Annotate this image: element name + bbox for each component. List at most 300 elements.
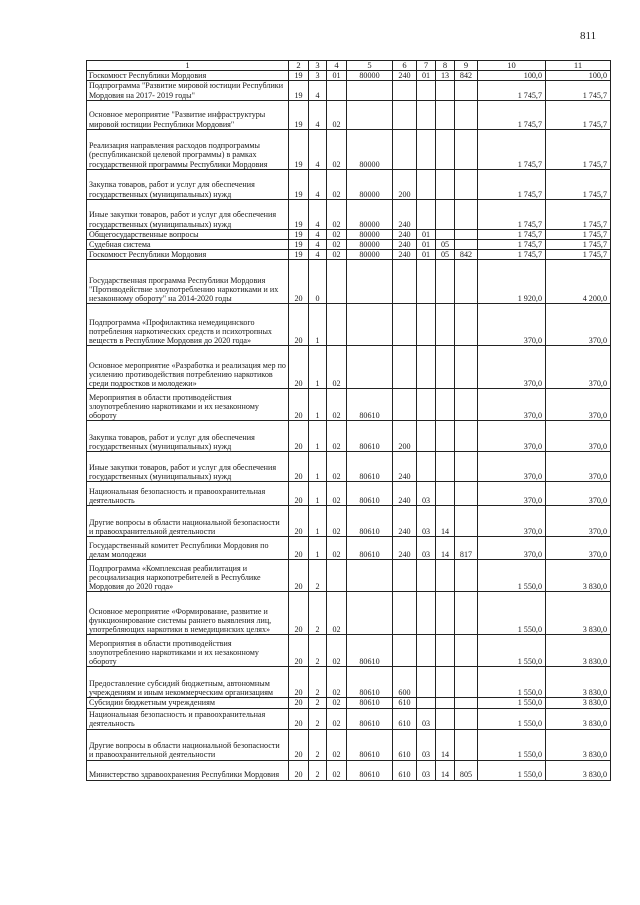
row-col-6-cell: 610 xyxy=(393,760,417,780)
row-col-10-cell: 1 550,0 xyxy=(478,760,546,780)
row-col-10-cell: 370,0 xyxy=(478,506,546,537)
table-row xyxy=(87,260,611,304)
row-col-3-cell: 4 xyxy=(309,129,327,169)
row-col-11-cell: 370,0 xyxy=(546,346,611,389)
row-col-3-cell: 2 xyxy=(309,635,327,667)
row-col-9-cell: 805 xyxy=(455,760,478,780)
row-col-8-cell xyxy=(436,129,455,169)
row-col-11-cell: 3 830,0 xyxy=(546,729,611,760)
row-col-9-cell xyxy=(455,260,478,304)
row-col-6-cell: 240 xyxy=(393,229,417,239)
row-col-10-cell: 1 550,0 xyxy=(478,698,546,708)
row-col-2-cell: 19 xyxy=(289,169,309,199)
row-col-9-cell xyxy=(455,482,478,506)
row-col-5-cell: 80000 xyxy=(347,199,393,229)
budget-table xyxy=(86,60,611,781)
row-col-4-cell: 02 xyxy=(327,240,347,250)
header-cell: 10 xyxy=(478,61,546,71)
table-row xyxy=(87,421,611,452)
row-col-2-cell: 19 xyxy=(289,250,309,260)
row-col-7-cell: 01 xyxy=(417,71,436,81)
row-col-6-cell xyxy=(393,592,417,635)
row-col-4-cell: 02 xyxy=(327,199,347,229)
row-name-cell: Госкомюст Республики Мордовия xyxy=(87,71,289,81)
header-cell: 5 xyxy=(347,61,393,71)
row-col-10-cell: 1 745,7 xyxy=(478,129,546,169)
row-col-9-cell xyxy=(455,100,478,129)
row-col-8-cell xyxy=(436,667,455,698)
row-col-4-cell: 02 xyxy=(327,169,347,199)
row-col-9-cell xyxy=(455,560,478,592)
row-col-5-cell: 80610 xyxy=(347,708,393,729)
row-col-10-cell: 370,0 xyxy=(478,452,546,482)
row-name-cell: Государственная программа Республики Мордовия "Противодействие злоупотреблению наркотиками и их незаконному обороту" на 2014-2020 годы xyxy=(87,260,289,304)
row-col-9-cell xyxy=(455,729,478,760)
row-name-cell: Реализация направления расходов подпрограммы (республиканской целевой программы) в рамках государственной программы Республики Мордовия xyxy=(87,129,289,169)
row-name-cell: Мероприятия в области противодействия злоупотреблению наркотиками и их незаконному обороту xyxy=(87,389,289,421)
row-col-5-cell: 80610 xyxy=(347,506,393,537)
row-col-9-cell xyxy=(455,389,478,421)
row-col-4-cell: 02 xyxy=(327,482,347,506)
row-col-10-cell: 1 550,0 xyxy=(478,592,546,635)
page-number: 811 xyxy=(580,30,597,42)
row-col-5-cell xyxy=(347,592,393,635)
row-col-8-cell xyxy=(436,421,455,452)
header-cell: 6 xyxy=(393,61,417,71)
row-col-2-cell: 20 xyxy=(289,452,309,482)
row-col-4-cell: 02 xyxy=(327,729,347,760)
row-col-8-cell: 05 xyxy=(436,240,455,250)
row-col-11-cell: 1 745,7 xyxy=(546,250,611,260)
header-cell: 2 xyxy=(289,61,309,71)
row-name-cell: Закупка товаров, работ и услуг для обеспечения государственных (муниципальных) нужд xyxy=(87,169,289,199)
row-col-7-cell: 03 xyxy=(417,506,436,537)
row-col-3-cell: 4 xyxy=(309,81,327,100)
row-col-2-cell: 20 xyxy=(289,760,309,780)
row-col-10-cell: 370,0 xyxy=(478,389,546,421)
row-col-6-cell xyxy=(393,346,417,389)
row-col-5-cell: 80610 xyxy=(347,482,393,506)
row-col-2-cell: 19 xyxy=(289,229,309,239)
row-col-3-cell: 4 xyxy=(309,240,327,250)
row-name-cell: Министерство здравоохранения Республики Мордовия xyxy=(87,760,289,780)
row-col-6-cell: 610 xyxy=(393,698,417,708)
row-col-5-cell: 80610 xyxy=(347,389,393,421)
row-name-cell: Судебная система xyxy=(87,240,289,250)
row-col-7-cell xyxy=(417,304,436,346)
row-col-9-cell xyxy=(455,229,478,239)
row-col-7-cell: 03 xyxy=(417,537,436,560)
row-name-cell: Государственный комитет Республики Мордовия по делам молодежи xyxy=(87,537,289,560)
row-col-5-cell xyxy=(347,100,393,129)
row-col-6-cell xyxy=(393,129,417,169)
row-col-3-cell: 3 xyxy=(309,71,327,81)
row-col-9-cell xyxy=(455,708,478,729)
row-name-cell: Подпрограмма «Комплексная реабилитация и ресоциализация наркопотребителей в Республике Мордовия до 2020 года» xyxy=(87,560,289,592)
row-col-6-cell: 240 xyxy=(393,452,417,482)
header-cell: 9 xyxy=(455,61,478,71)
row-col-5-cell xyxy=(347,304,393,346)
row-col-8-cell: 14 xyxy=(436,506,455,537)
row-col-10-cell: 1 745,7 xyxy=(478,199,546,229)
row-name-cell: Национальная безопасность и правоохранительная деятельность xyxy=(87,708,289,729)
row-name-cell: Закупка товаров, работ и услуг для обеспечения государственных (муниципальных) нужд xyxy=(87,421,289,452)
row-col-9-cell xyxy=(455,635,478,667)
row-name-cell: Иные закупки товаров, работ и услуг для обеспечения государственных (муниципальных) нужд xyxy=(87,452,289,482)
row-col-9-cell xyxy=(455,421,478,452)
row-col-3-cell: 2 xyxy=(309,667,327,698)
row-col-5-cell: 80000 xyxy=(347,240,393,250)
row-col-4-cell: 02 xyxy=(327,421,347,452)
row-col-11-cell: 370,0 xyxy=(546,304,611,346)
row-col-9-cell: 842 xyxy=(455,250,478,260)
row-col-10-cell: 100,0 xyxy=(478,71,546,81)
row-col-4-cell xyxy=(327,260,347,304)
row-col-2-cell: 20 xyxy=(289,667,309,698)
row-col-3-cell: 1 xyxy=(309,452,327,482)
row-col-6-cell xyxy=(393,81,417,100)
row-col-9-cell: 842 xyxy=(455,71,478,81)
row-col-3-cell: 2 xyxy=(309,698,327,708)
row-col-5-cell: 80610 xyxy=(347,452,393,482)
row-col-8-cell xyxy=(436,260,455,304)
row-col-4-cell: 02 xyxy=(327,100,347,129)
row-col-5-cell xyxy=(347,260,393,304)
row-name-cell: Основное мероприятие «Формирование, развитие и функционирование системы раннего выявления лиц, употребляющих наркотики в немедицинских целях» xyxy=(87,592,289,635)
header-row xyxy=(87,61,611,71)
row-col-7-cell xyxy=(417,129,436,169)
row-col-9-cell xyxy=(455,506,478,537)
table-row xyxy=(87,250,611,260)
row-col-3-cell: 4 xyxy=(309,169,327,199)
row-col-7-cell xyxy=(417,560,436,592)
row-col-11-cell: 370,0 xyxy=(546,482,611,506)
table-row xyxy=(87,760,611,780)
row-col-5-cell: 80000 xyxy=(347,169,393,199)
row-col-11-cell: 3 830,0 xyxy=(546,760,611,780)
row-col-7-cell: 03 xyxy=(417,708,436,729)
row-col-2-cell: 19 xyxy=(289,199,309,229)
row-col-11-cell: 370,0 xyxy=(546,506,611,537)
row-col-2-cell: 20 xyxy=(289,346,309,389)
row-col-6-cell: 600 xyxy=(393,667,417,698)
row-col-10-cell: 1 550,0 xyxy=(478,708,546,729)
row-col-6-cell: 240 xyxy=(393,482,417,506)
header-cell: 3 xyxy=(309,61,327,71)
table-row xyxy=(87,240,611,250)
row-col-8-cell xyxy=(436,452,455,482)
table-row xyxy=(87,729,611,760)
row-col-3-cell: 2 xyxy=(309,760,327,780)
row-col-4-cell xyxy=(327,560,347,592)
row-col-11-cell: 370,0 xyxy=(546,389,611,421)
row-name-cell: Подпрограмма «Профилактика немедицинского потребления наркотических средств и психотропных веществ в Республике Мордовия до 2020 года» xyxy=(87,304,289,346)
row-col-7-cell xyxy=(417,452,436,482)
table-row xyxy=(87,199,611,229)
row-col-8-cell xyxy=(436,708,455,729)
row-col-6-cell xyxy=(393,304,417,346)
row-col-6-cell xyxy=(393,560,417,592)
row-col-11-cell: 1 745,7 xyxy=(546,240,611,250)
row-col-10-cell: 370,0 xyxy=(478,482,546,506)
table-row xyxy=(87,229,611,239)
row-name-cell: Основное мероприятие "Развитие инфраструктуры мировой юстиции Республики Мордовия" xyxy=(87,100,289,129)
row-col-9-cell xyxy=(455,667,478,698)
row-col-7-cell: 03 xyxy=(417,482,436,506)
row-col-10-cell: 1 550,0 xyxy=(478,560,546,592)
row-col-4-cell: 02 xyxy=(327,346,347,389)
row-col-8-cell xyxy=(436,100,455,129)
row-col-5-cell: 80000 xyxy=(347,71,393,81)
row-col-7-cell xyxy=(417,100,436,129)
row-col-10-cell: 1 550,0 xyxy=(478,635,546,667)
table-row xyxy=(87,389,611,421)
row-col-8-cell xyxy=(436,592,455,635)
row-col-11-cell: 3 830,0 xyxy=(546,592,611,635)
row-col-9-cell xyxy=(455,452,478,482)
row-name-cell: Мероприятия в области противодействия злоупотреблению наркотиками и их незаконному обороту xyxy=(87,635,289,667)
row-col-2-cell: 19 xyxy=(289,100,309,129)
table-row xyxy=(87,129,611,169)
row-col-9-cell xyxy=(455,240,478,250)
row-col-6-cell: 240 xyxy=(393,537,417,560)
table-row xyxy=(87,537,611,560)
row-col-8-cell xyxy=(436,482,455,506)
row-col-4-cell: 02 xyxy=(327,592,347,635)
row-col-10-cell: 370,0 xyxy=(478,421,546,452)
row-col-3-cell: 1 xyxy=(309,506,327,537)
row-col-6-cell: 240 xyxy=(393,71,417,81)
row-col-3-cell: 4 xyxy=(309,229,327,239)
row-col-3-cell: 1 xyxy=(309,346,327,389)
row-col-8-cell xyxy=(436,560,455,592)
row-col-2-cell: 20 xyxy=(289,729,309,760)
row-col-11-cell: 370,0 xyxy=(546,421,611,452)
row-col-5-cell xyxy=(347,346,393,389)
row-name-cell: Национальная безопасность и правоохранительная деятельность xyxy=(87,482,289,506)
row-col-3-cell: 1 xyxy=(309,421,327,452)
row-col-9-cell xyxy=(455,129,478,169)
row-col-10-cell: 370,0 xyxy=(478,304,546,346)
row-col-3-cell: 1 xyxy=(309,482,327,506)
row-col-2-cell: 20 xyxy=(289,260,309,304)
row-col-8-cell xyxy=(436,199,455,229)
row-col-5-cell: 80610 xyxy=(347,537,393,560)
row-col-4-cell: 02 xyxy=(327,698,347,708)
row-col-7-cell: 01 xyxy=(417,240,436,250)
row-col-8-cell xyxy=(436,635,455,667)
row-col-7-cell xyxy=(417,260,436,304)
row-col-8-cell xyxy=(436,81,455,100)
row-col-11-cell: 3 830,0 xyxy=(546,698,611,708)
row-name-cell: Подпрограмма "Развитие мировой юстиции Республики Мордовия на 2017- 2019 годы" xyxy=(87,81,289,100)
table-row xyxy=(87,346,611,389)
row-col-10-cell: 1 745,7 xyxy=(478,240,546,250)
row-col-5-cell: 80000 xyxy=(347,250,393,260)
row-col-3-cell: 4 xyxy=(309,250,327,260)
row-col-8-cell xyxy=(436,346,455,389)
row-col-3-cell: 4 xyxy=(309,100,327,129)
row-col-11-cell: 3 830,0 xyxy=(546,708,611,729)
row-name-cell: Субсидии бюджетным учреждениям xyxy=(87,698,289,708)
row-col-4-cell: 01 xyxy=(327,71,347,81)
row-col-10-cell: 1 550,0 xyxy=(478,667,546,698)
row-col-8-cell: 14 xyxy=(436,760,455,780)
header-cell: 4 xyxy=(327,61,347,71)
header-cell: 8 xyxy=(436,61,455,71)
row-col-7-cell: 03 xyxy=(417,729,436,760)
row-col-3-cell: 2 xyxy=(309,560,327,592)
row-col-6-cell: 240 xyxy=(393,506,417,537)
row-col-2-cell: 20 xyxy=(289,698,309,708)
row-col-8-cell xyxy=(436,389,455,421)
row-col-11-cell: 1 745,7 xyxy=(546,199,611,229)
row-col-11-cell: 3 830,0 xyxy=(546,560,611,592)
row-name-cell: Другие вопросы в области национальной безопасности и правоохранительной деятельности xyxy=(87,729,289,760)
row-col-7-cell xyxy=(417,81,436,100)
table-row xyxy=(87,81,611,100)
row-col-5-cell: 80000 xyxy=(347,129,393,169)
table-row xyxy=(87,708,611,729)
row-col-6-cell xyxy=(393,260,417,304)
row-col-5-cell: 80610 xyxy=(347,667,393,698)
row-col-4-cell: 02 xyxy=(327,389,347,421)
table-row xyxy=(87,304,611,346)
row-col-9-cell xyxy=(455,698,478,708)
row-col-3-cell: 2 xyxy=(309,708,327,729)
row-col-3-cell: 1 xyxy=(309,389,327,421)
row-col-2-cell: 20 xyxy=(289,560,309,592)
row-col-2-cell: 19 xyxy=(289,240,309,250)
row-col-3-cell: 1 xyxy=(309,304,327,346)
row-col-8-cell: 13 xyxy=(436,71,455,81)
table-row xyxy=(87,452,611,482)
table-row xyxy=(87,482,611,506)
row-col-10-cell: 1 745,7 xyxy=(478,81,546,100)
row-col-8-cell xyxy=(436,229,455,239)
row-col-11-cell: 3 830,0 xyxy=(546,667,611,698)
row-col-10-cell: 370,0 xyxy=(478,537,546,560)
row-name-cell: Другие вопросы в области национальной безопасности и правоохранительной деятельности xyxy=(87,506,289,537)
row-col-2-cell: 20 xyxy=(289,482,309,506)
row-col-3-cell: 4 xyxy=(309,199,327,229)
row-col-10-cell: 1 550,0 xyxy=(478,729,546,760)
row-col-7-cell xyxy=(417,635,436,667)
header-cell: 11 xyxy=(546,61,611,71)
row-col-7-cell xyxy=(417,346,436,389)
row-col-9-cell xyxy=(455,169,478,199)
row-col-7-cell xyxy=(417,421,436,452)
row-col-3-cell: 1 xyxy=(309,537,327,560)
row-col-11-cell: 1 745,7 xyxy=(546,129,611,169)
row-col-8-cell: 14 xyxy=(436,729,455,760)
row-col-2-cell: 20 xyxy=(289,537,309,560)
row-col-6-cell: 200 xyxy=(393,169,417,199)
row-col-10-cell: 370,0 xyxy=(478,346,546,389)
row-name-cell: Общегосударственные вопросы xyxy=(87,229,289,239)
row-col-4-cell xyxy=(327,304,347,346)
row-col-3-cell: 0 xyxy=(309,260,327,304)
row-col-11-cell: 1 745,7 xyxy=(546,81,611,100)
row-col-7-cell xyxy=(417,592,436,635)
table-row xyxy=(87,635,611,667)
row-col-6-cell: 240 xyxy=(393,240,417,250)
row-col-11-cell: 4 200,0 xyxy=(546,260,611,304)
row-col-8-cell xyxy=(436,698,455,708)
row-col-2-cell: 19 xyxy=(289,81,309,100)
row-col-5-cell: 80610 xyxy=(347,729,393,760)
row-col-2-cell: 19 xyxy=(289,71,309,81)
row-col-11-cell: 370,0 xyxy=(546,452,611,482)
row-col-7-cell xyxy=(417,389,436,421)
row-col-11-cell: 370,0 xyxy=(546,537,611,560)
row-col-4-cell: 02 xyxy=(327,129,347,169)
row-col-9-cell: 817 xyxy=(455,537,478,560)
row-col-5-cell xyxy=(347,81,393,100)
row-col-10-cell: 1 745,7 xyxy=(478,250,546,260)
row-col-11-cell: 1 745,7 xyxy=(546,229,611,239)
table-row xyxy=(87,667,611,698)
row-col-4-cell: 02 xyxy=(327,250,347,260)
row-col-11-cell: 1 745,7 xyxy=(546,100,611,129)
table-row xyxy=(87,560,611,592)
row-col-7-cell: 03 xyxy=(417,760,436,780)
row-col-8-cell xyxy=(436,304,455,346)
row-col-6-cell: 200 xyxy=(393,421,417,452)
row-col-2-cell: 20 xyxy=(289,592,309,635)
row-col-7-cell xyxy=(417,698,436,708)
row-col-10-cell: 1 920,0 xyxy=(478,260,546,304)
row-col-11-cell: 3 830,0 xyxy=(546,635,611,667)
row-col-5-cell: 80610 xyxy=(347,760,393,780)
row-col-5-cell: 80610 xyxy=(347,635,393,667)
row-col-3-cell: 2 xyxy=(309,592,327,635)
row-col-2-cell: 20 xyxy=(289,421,309,452)
row-col-2-cell: 20 xyxy=(289,635,309,667)
row-col-5-cell: 80610 xyxy=(347,698,393,708)
row-col-2-cell: 19 xyxy=(289,129,309,169)
table-row xyxy=(87,169,611,199)
row-col-9-cell xyxy=(455,81,478,100)
row-col-2-cell: 20 xyxy=(289,506,309,537)
row-col-7-cell: 01 xyxy=(417,229,436,239)
row-col-2-cell: 20 xyxy=(289,708,309,729)
row-col-5-cell: 80000 xyxy=(347,229,393,239)
row-name-cell: Иные закупки товаров, работ и услуг для обеспечения государственных (муниципальных) нужд xyxy=(87,199,289,229)
row-col-11-cell: 100,0 xyxy=(546,71,611,81)
row-col-4-cell: 02 xyxy=(327,537,347,560)
table-row xyxy=(87,71,611,81)
row-col-4-cell: 02 xyxy=(327,760,347,780)
row-col-6-cell xyxy=(393,635,417,667)
row-name-cell: Госкомюст Республики Мордовия xyxy=(87,250,289,260)
row-col-4-cell xyxy=(327,81,347,100)
header-cell: 7 xyxy=(417,61,436,71)
row-col-7-cell xyxy=(417,199,436,229)
row-col-5-cell xyxy=(347,560,393,592)
row-col-6-cell xyxy=(393,389,417,421)
row-col-9-cell xyxy=(455,304,478,346)
row-col-6-cell: 610 xyxy=(393,708,417,729)
row-col-9-cell xyxy=(455,199,478,229)
row-name-cell: Основное мероприятие «Разработка и реализация мер по усилению противодействия потреблению наркотиков среди подростков и молодежи» xyxy=(87,346,289,389)
row-name-cell: Предоставление субсидий бюджетным, автономным учреждениям и иным некоммерческим организациям xyxy=(87,667,289,698)
row-col-6-cell xyxy=(393,100,417,129)
row-col-8-cell: 14 xyxy=(436,537,455,560)
row-col-6-cell: 610 xyxy=(393,729,417,760)
row-col-4-cell: 02 xyxy=(327,708,347,729)
row-col-6-cell: 240 xyxy=(393,250,417,260)
